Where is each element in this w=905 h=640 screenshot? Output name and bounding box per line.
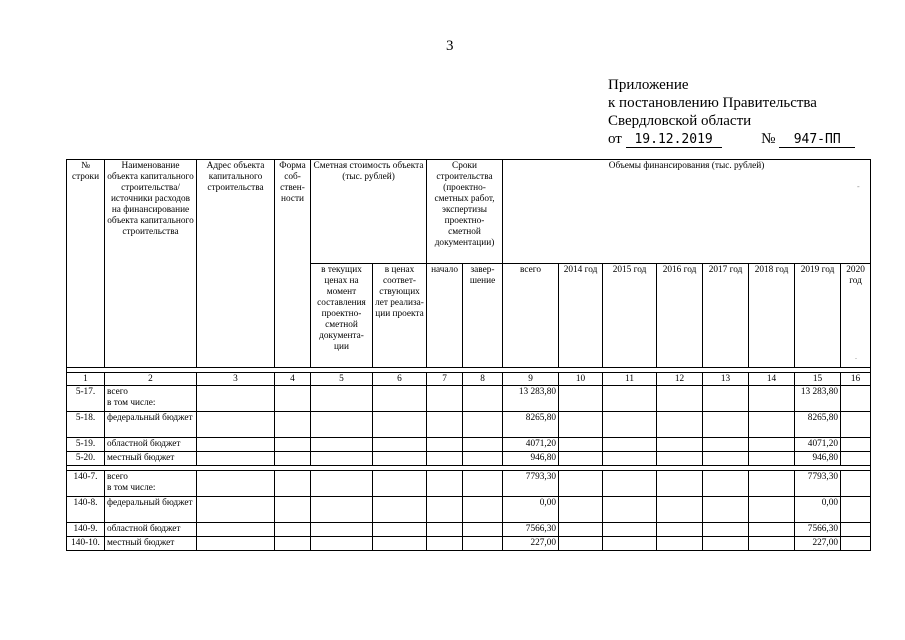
empty-cell (373, 452, 427, 466)
empty-cell (841, 497, 871, 523)
table-row (67, 386, 871, 412)
financing-table (66, 159, 871, 551)
empty-cell (275, 386, 311, 412)
column-number: 10 (559, 373, 603, 386)
row-name: всего в том числе: (105, 471, 197, 497)
header-estimate-current: в текущих ценах на момент составления проектно-сметной документа-ции (311, 264, 373, 368)
table-row (67, 412, 871, 438)
empty-cell (197, 452, 275, 466)
empty-cell (311, 471, 373, 497)
empty-cell (311, 452, 373, 466)
empty-cell (841, 386, 871, 412)
column-number: 2 (105, 373, 197, 386)
empty-cell (311, 523, 373, 537)
empty-cell (463, 497, 503, 523)
header-name: Наименование объекта капитального строительства/ источники расходов на финансирование объекта капитального строительства (105, 160, 197, 368)
empty-cell (373, 523, 427, 537)
empty-cell (275, 497, 311, 523)
column-number: 3 (197, 373, 275, 386)
empty-cell (275, 471, 311, 497)
column-number: 15 (795, 373, 841, 386)
empty-cell (841, 452, 871, 466)
empty-cell (463, 523, 503, 537)
empty-cell (841, 537, 871, 551)
empty-cell (311, 438, 373, 452)
row-number: 140-10. (67, 537, 105, 551)
empty-cell (197, 471, 275, 497)
empty-cell (275, 523, 311, 537)
column-number: 6 (373, 373, 427, 386)
row-name: федеральный бюджет (105, 412, 197, 438)
empty-cell (373, 537, 427, 551)
empty-cell (197, 537, 275, 551)
row-2019: 13 283,80 (795, 386, 841, 412)
page-number: 3 (446, 38, 454, 54)
appendix-date-line (608, 130, 855, 148)
empty-cell (311, 497, 373, 523)
column-number: 13 (703, 373, 749, 386)
table-row (67, 438, 871, 452)
empty-cell (463, 537, 503, 551)
column-number: 12 (657, 373, 703, 386)
row-name: областной бюджет (105, 438, 197, 452)
empty-cell (603, 452, 657, 466)
header-terms: Сроки строительства (проектно-сметных работ, экспертизы проектно-сметной документации) (427, 160, 503, 264)
header-year: 2019 год (795, 264, 841, 368)
header-row-1 (67, 160, 871, 264)
empty-cell (427, 452, 463, 466)
table-body (67, 386, 871, 551)
row-2019: 4071,20 (795, 438, 841, 452)
header-estimate-years: в ценах соответ-ствующих лет реализа-ции проекта (373, 264, 427, 368)
empty-cell (427, 412, 463, 438)
row-2019: 7566,30 (795, 523, 841, 537)
row-total: 0,00 (503, 497, 559, 523)
empty-cell (749, 523, 795, 537)
empty-cell (703, 386, 749, 412)
row-number: 140-8. (67, 497, 105, 523)
header-row-no: № строки (67, 160, 105, 368)
empty-cell (311, 537, 373, 551)
empty-cell (749, 452, 795, 466)
empty-cell (703, 523, 749, 537)
row-number: 5-17. (67, 386, 105, 412)
empty-cell (703, 452, 749, 466)
empty-cell (311, 412, 373, 438)
empty-cell (603, 438, 657, 452)
empty-cell (559, 523, 603, 537)
empty-cell (197, 386, 275, 412)
row-number: 5-19. (67, 438, 105, 452)
empty-cell (657, 452, 703, 466)
appendix-block (608, 76, 855, 148)
decree-number: 947-ПП (779, 133, 855, 148)
row-name: областной бюджет (105, 523, 197, 537)
empty-cell (657, 497, 703, 523)
empty-cell (559, 471, 603, 497)
empty-cell (703, 471, 749, 497)
empty-cell (427, 537, 463, 551)
empty-cell (463, 386, 503, 412)
empty-cell (275, 452, 311, 466)
empty-cell (749, 438, 795, 452)
appendix-title: Приложение (608, 77, 689, 93)
empty-cell (657, 471, 703, 497)
header-total: всего (503, 264, 559, 368)
column-number: 14 (749, 373, 795, 386)
number-prefix: № (761, 131, 776, 147)
header-year: 2016 год (657, 264, 703, 368)
empty-cell (197, 523, 275, 537)
column-number: 4 (275, 373, 311, 386)
row-number: 140-7. (67, 471, 105, 497)
row-total: 7793,30 (503, 471, 559, 497)
empty-cell (749, 497, 795, 523)
table-row (67, 537, 871, 551)
row-total: 8265,80 (503, 412, 559, 438)
empty-cell (749, 412, 795, 438)
empty-cell (463, 471, 503, 497)
empty-cell (657, 537, 703, 551)
empty-cell (275, 438, 311, 452)
scan-mark: - (857, 182, 860, 191)
header-year: 2018 год (749, 264, 795, 368)
empty-cell (603, 412, 657, 438)
empty-cell (373, 412, 427, 438)
appendix-line-region: Свердловской области (608, 113, 752, 129)
empty-cell (197, 438, 275, 452)
empty-cell (427, 497, 463, 523)
empty-cell (373, 438, 427, 452)
empty-cell (749, 386, 795, 412)
empty-cell (841, 471, 871, 497)
empty-cell (427, 523, 463, 537)
row-number: 5-18. (67, 412, 105, 438)
row-2019: 946,80 (795, 452, 841, 466)
row-name: всего в том числе: (105, 386, 197, 412)
row-total: 7566,30 (503, 523, 559, 537)
empty-cell (463, 412, 503, 438)
decree-date: 19.12.2019 (626, 133, 722, 148)
row-total: 227,00 (503, 537, 559, 551)
empty-cell (559, 497, 603, 523)
header-ownership: Форма соб-ствен-ности (275, 160, 311, 368)
empty-cell (603, 537, 657, 551)
empty-cell (703, 537, 749, 551)
empty-cell (559, 452, 603, 466)
scan-mark: . (855, 352, 857, 361)
table-row (67, 523, 871, 537)
header-year: 2017 год (703, 264, 749, 368)
column-number: 8 (463, 373, 503, 386)
empty-cell (603, 471, 657, 497)
header-term-end: завер-шение (463, 264, 503, 368)
date-prefix: от (608, 131, 622, 147)
row-total: 13 283,80 (503, 386, 559, 412)
header-year: 2020 год (841, 264, 871, 368)
empty-cell (373, 497, 427, 523)
empty-cell (603, 523, 657, 537)
header-address: Адрес объекта капитального строительства (197, 160, 275, 368)
table-row (67, 471, 871, 497)
empty-cell (197, 497, 275, 523)
empty-cell (703, 438, 749, 452)
empty-cell (841, 412, 871, 438)
empty-cell (559, 412, 603, 438)
header-financing: Объемы финансирования (тыс. рублей) (503, 160, 871, 264)
empty-cell (275, 537, 311, 551)
empty-cell (841, 523, 871, 537)
column-number: 1 (67, 373, 105, 386)
row-number: 5-20. (67, 452, 105, 466)
empty-cell (657, 438, 703, 452)
row-total: 4071,20 (503, 438, 559, 452)
row-name: местный бюджет (105, 452, 197, 466)
table-row (67, 452, 871, 466)
empty-cell (427, 471, 463, 497)
row-total: 946,80 (503, 452, 559, 466)
row-2019: 7793,30 (795, 471, 841, 497)
row-2019: 0,00 (795, 497, 841, 523)
empty-cell (559, 438, 603, 452)
empty-cell (427, 438, 463, 452)
empty-cell (657, 386, 703, 412)
header-estimate: Сметная стоимость объекта (тыс. рублей) (311, 160, 427, 264)
empty-cell (197, 412, 275, 438)
appendix-line-decree: к постановлению Правительства (608, 95, 817, 111)
empty-cell (657, 412, 703, 438)
empty-cell (603, 497, 657, 523)
empty-cell (427, 386, 463, 412)
empty-cell (463, 438, 503, 452)
empty-cell (603, 386, 657, 412)
header-term-start: начало (427, 264, 463, 368)
column-number-row (67, 373, 871, 386)
empty-cell (373, 471, 427, 497)
row-name: федеральный бюджет (105, 497, 197, 523)
empty-cell (373, 386, 427, 412)
row-2019: 227,00 (795, 537, 841, 551)
empty-cell (703, 497, 749, 523)
header-year: 2015 год (603, 264, 657, 368)
header-year: 2014 год (559, 264, 603, 368)
empty-cell (311, 386, 373, 412)
row-2019: 8265,80 (795, 412, 841, 438)
empty-cell (841, 438, 871, 452)
empty-cell (559, 386, 603, 412)
column-number: 9 (503, 373, 559, 386)
row-number: 140-9. (67, 523, 105, 537)
table-row (67, 497, 871, 523)
row-name: местный бюджет (105, 537, 197, 551)
column-number: 5 (311, 373, 373, 386)
empty-cell (275, 412, 311, 438)
empty-cell (749, 471, 795, 497)
column-number: 16 (841, 373, 871, 386)
empty-cell (657, 523, 703, 537)
empty-cell (559, 537, 603, 551)
empty-cell (749, 537, 795, 551)
empty-cell (703, 412, 749, 438)
empty-cell (463, 452, 503, 466)
column-number: 7 (427, 373, 463, 386)
column-number: 11 (603, 373, 657, 386)
